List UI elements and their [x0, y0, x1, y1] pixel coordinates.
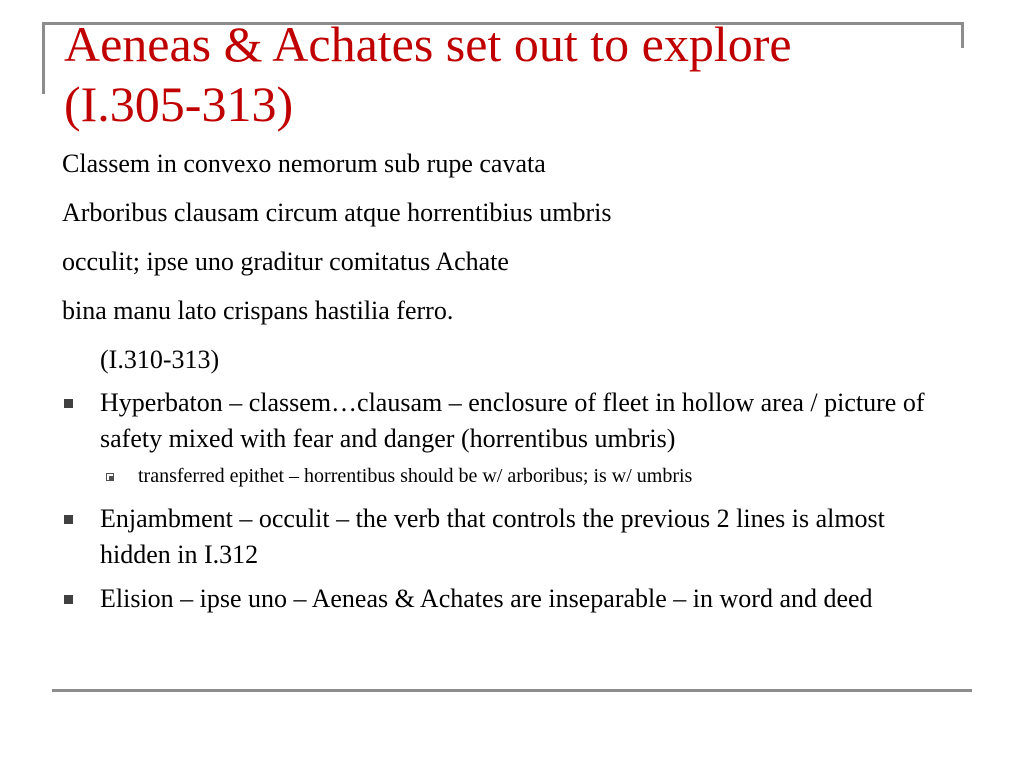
sub-bullet-text: transferred epithet – horrentibus should be w/ arboribus; is w/ umbris — [138, 465, 693, 487]
frame-left-line — [42, 22, 45, 94]
bullet-text: Enjambment – occulit – the verb that controls the previous 2 lines is almost hidden in I.312 — [100, 504, 885, 569]
slide-title-line-2: (I.305-313) — [64, 76, 294, 132]
square-bullet-icon — [64, 595, 73, 604]
slide-title — [64, 14, 964, 134]
verse-line: occulit; ipse uno graditur comitatus Achate — [62, 247, 509, 276]
hollow-square-bullet-icon — [106, 473, 114, 481]
bullet-elision — [62, 581, 962, 617]
verse-line: Arboribus clausam circum atque horrentibius umbris — [62, 198, 612, 227]
verse-citation: (I.310-313) — [100, 345, 220, 374]
bullet-hyperbaton — [62, 385, 962, 457]
bullet-enjambment — [62, 501, 962, 573]
square-bullet-icon — [64, 515, 73, 524]
verse-line: bina manu lato crispans hastilia ferro. — [62, 296, 454, 325]
bullet-text: Elision – ipse uno – Aeneas & Achates are inseparable – in word and deed — [100, 584, 873, 613]
frame-bottom-line — [52, 689, 972, 692]
bullet-text: Hyperbaton – classem…clausam – enclosure of fleet in hollow area / picture of safety mixed with fear and danger (horrentibus umbris) — [100, 388, 925, 453]
square-bullet-icon — [64, 399, 73, 408]
verse-line: Classem in convexo nemorum sub rupe cavata — [62, 149, 546, 178]
slide-title-line-1: Aeneas & Achates set out to explore — [64, 16, 792, 72]
sub-bullet-transferred-epithet — [62, 461, 962, 491]
slide-body — [62, 146, 962, 625]
